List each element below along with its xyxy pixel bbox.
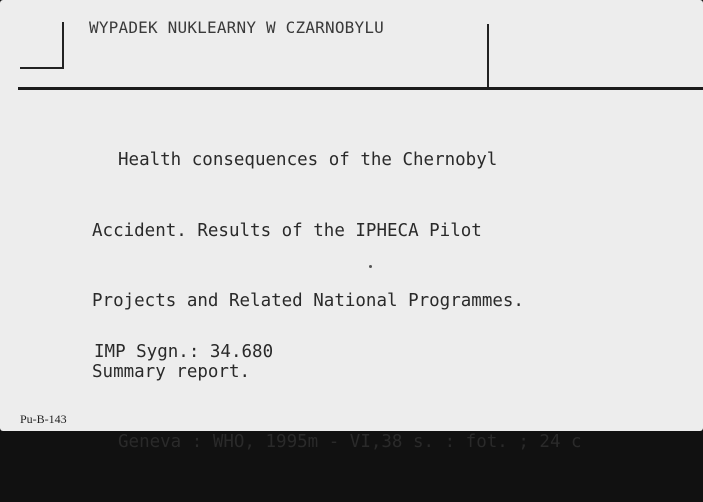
- bibliographic-entry: [92, 102, 582, 502]
- entry-line: Health consequences of the Chernobyl: [118, 150, 498, 170]
- subject-heading: WYPADEK NUKLEARNY W CZARNOBYLU: [89, 18, 384, 37]
- entry-line: Summary report.: [92, 361, 251, 382]
- speck: [369, 265, 372, 268]
- heading-divider: [487, 24, 489, 87]
- imprint-line: Geneva : WHO, 1995m - VI,38 s. : fot. ; 24 c: [118, 432, 582, 452]
- footer-code: Pu-B-143: [20, 412, 67, 426]
- entry-line: Accident. Results of the IPHECA Pilot: [92, 220, 482, 241]
- corner-mark-horizontal: [20, 67, 64, 69]
- horizontal-rule: [18, 87, 703, 90]
- entry-line: Projects and Related National Programmes.: [92, 291, 524, 311]
- call-number: IMP Sygn.: 34.680: [94, 342, 274, 362]
- corner-mark-vertical: [62, 22, 64, 69]
